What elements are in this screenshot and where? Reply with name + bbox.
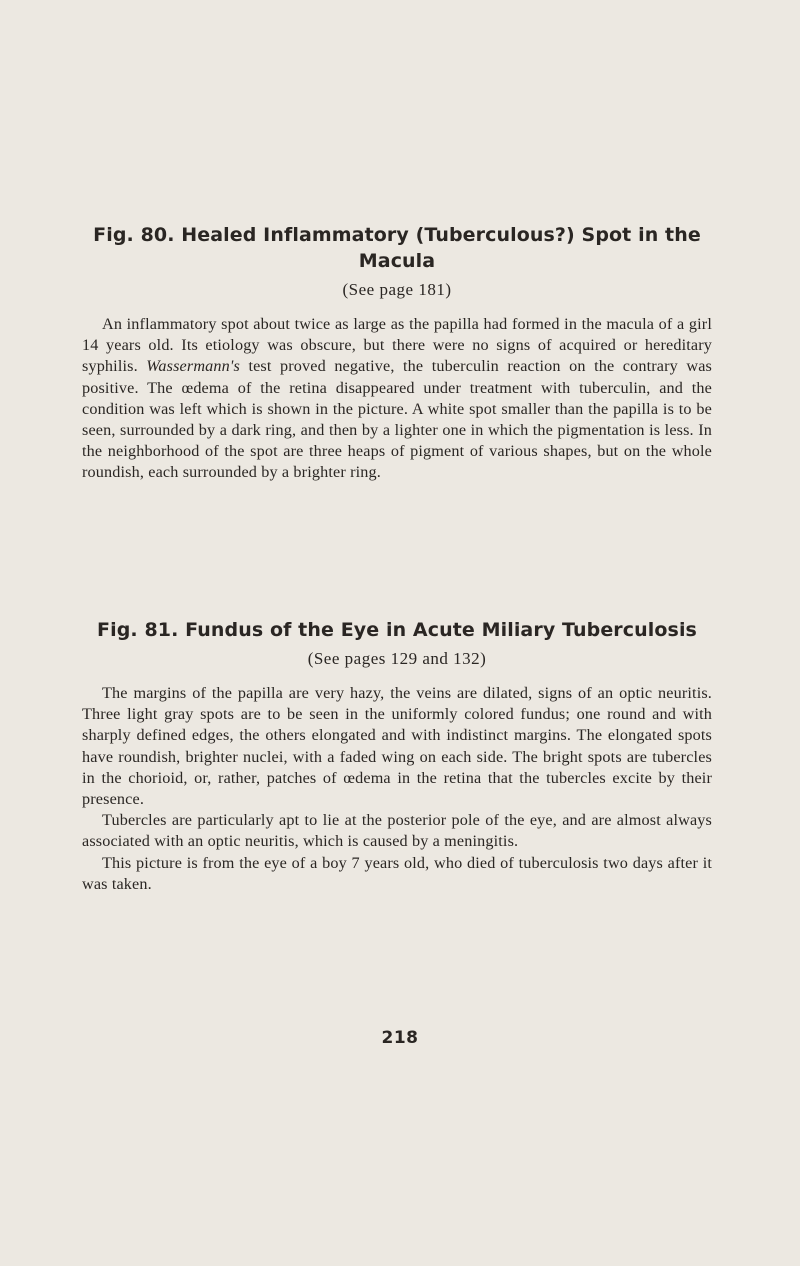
figure-80-description-part1: An inflammatory spot about twice as large as the papilla had formed in the macula of a girl 14 years old. Its etiology was obscure, but there were no signs of acquired or hereditary syphilis. bbox=[82, 315, 712, 376]
figure-81-section bbox=[82, 617, 712, 895]
figure-81-paragraph-1: The margins of the papilla are very hazy, the veins are dilated, signs of an optic neuritis. Three light gray spots are to be seen in the uniformly colored fundus; one round and with sharply defined edges, the others elongated and with indistinct margins. The elongated spots have roundish, brighter nuclei, with a faded wing on each side. The bright spots are tubercles in the chorioid, or, rather, patches of œdema in the retina that the tubercles excite by their presence. bbox=[82, 684, 712, 809]
figure-80-title: Fig. 80. Healed Inflammatory (Tuberculous?) Spot in the Macula bbox=[93, 224, 701, 272]
wassermann-name: Wassermann's bbox=[146, 357, 240, 376]
figure-80-section bbox=[82, 222, 712, 484]
page-number: 218 bbox=[381, 1028, 419, 1048]
figure-81-paragraph-2: Tubercles are particularly apt to lie at the posterior pole of the eye, and are almost always associated with an optic neuritis, which is caused by a meningitis. bbox=[82, 811, 712, 851]
figure-80-description-part2: test proved negative, the tuberculin reaction on the contrary was positive. The œdema of the retina disappeared under treatment with tuberculin, and the condition was left which is shown in the picture. A white spot smaller than the papilla is to be seen, surrounded by a dark ring, and then by a lighter one in which the pigmentation is less. In the neighborhood of the spot are three heaps of pigment of various shapes, but on the whole roundish, each surrounded by a brighter ring. bbox=[82, 357, 712, 482]
figure-80-reference: (See page 181) bbox=[342, 280, 452, 299]
figure-81-reference: (See pages 129 and 132) bbox=[307, 649, 487, 668]
figure-80-description bbox=[82, 314, 712, 484]
figure-81-title: Fig. 81. Fundus of the Eye in Acute Miliary Tuberculosis bbox=[97, 619, 697, 641]
figure-81-paragraph-3: This picture is from the eye of a boy 7 years old, who died of tuberculosis two days after it was taken. bbox=[82, 853, 712, 893]
